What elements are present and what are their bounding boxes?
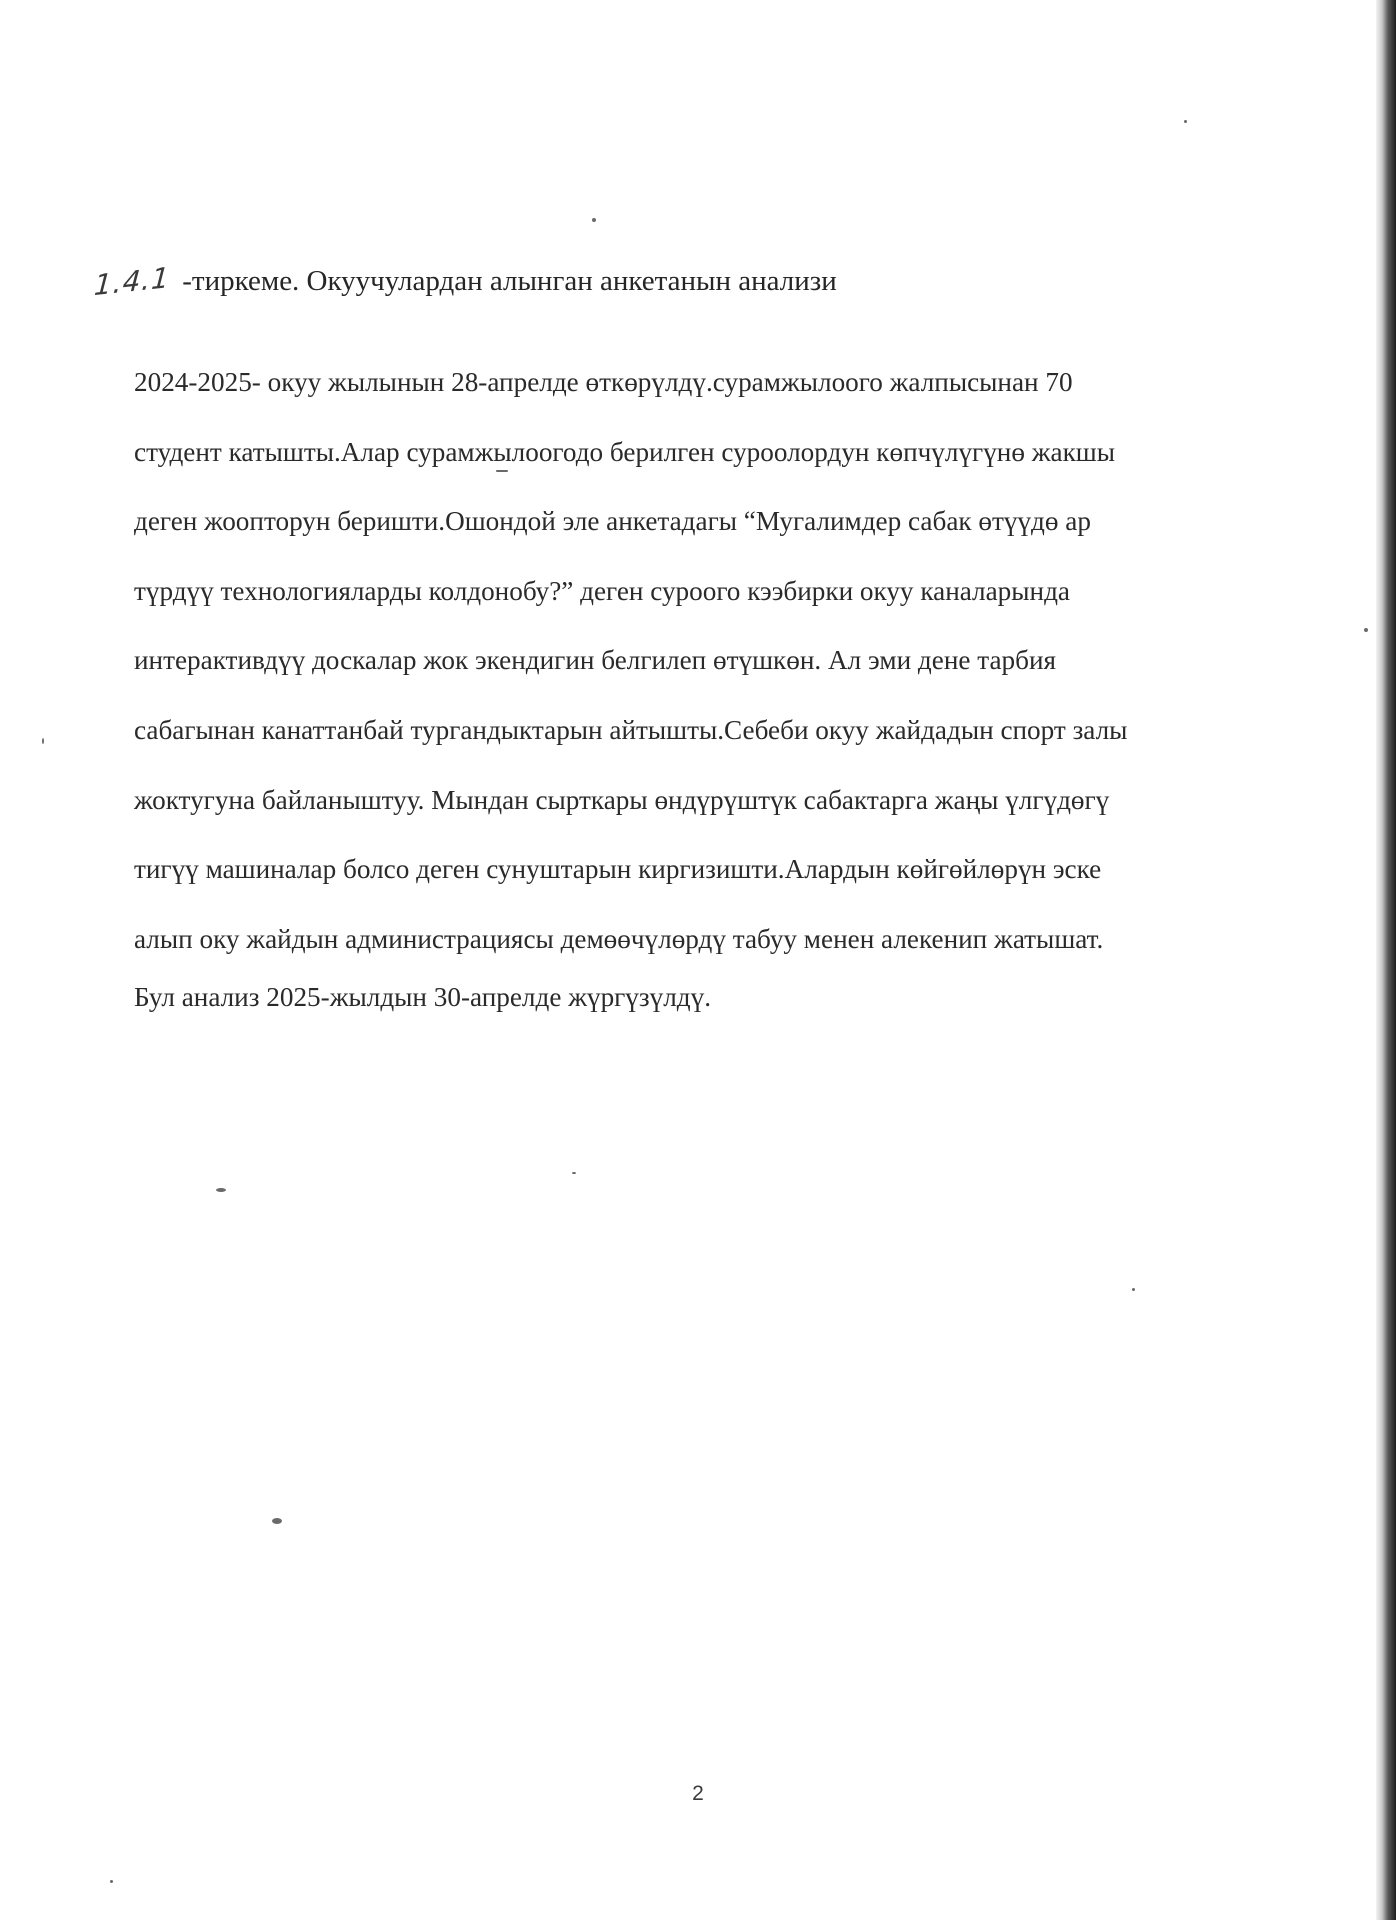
scan-speck — [572, 1172, 576, 1174]
scan-speck — [272, 1518, 282, 1524]
scan-edge-shadow — [1376, 0, 1396, 1920]
closing-statement: Бул анализ 2025-жылдын 30-апрелде жүргүзүлдү. — [134, 982, 712, 1012]
page-number: 2 — [692, 1782, 704, 1805]
paragraph-line: студент катышты.Алар сурамжылоогодо берилген суроолордун көпчүлүгүнө жакшы — [134, 436, 1116, 467]
scan-speck — [1364, 628, 1368, 632]
paragraph-line: деген жоопторун беришти.Ошондой эле анкетадагы “Мугалимдер сабак өтүүдө ар — [134, 506, 1091, 537]
scan-speck — [1132, 1288, 1135, 1291]
scan-speck — [42, 738, 44, 744]
scan-speck — [216, 1188, 226, 1192]
paragraph-line: түрдүү технологияларды колдонобу?” деген суроого кээбирки окуу каналарында — [134, 575, 1070, 606]
scan-speck — [110, 1880, 113, 1883]
paragraph-line: жоктугуна байланыштуу. Мындан сырткары өндүрүштүк сабактарга жаңы үлгүдөгү — [134, 784, 1110, 815]
heading-title: -тиркеме. Окуучулардан алынган анкетанын анализи — [182, 264, 837, 297]
paragraph-line: алып оку жайдын администрациясы демөөчүлөрдү табуу менен алекенип жатышат. — [134, 923, 1104, 954]
document-heading — [94, 258, 837, 304]
paragraph-line: тигүү машиналар болсо деген сунуштарын киргизишти.Алардын көйгөйлөрүн эске — [134, 854, 1102, 885]
paragraph-line: сабагынан канаттанбай тургандыктарын айтышты.Себеби окуу жайдадын спорт залы — [134, 714, 1128, 745]
scan-speck — [1184, 120, 1187, 123]
scan-speck — [592, 218, 596, 222]
body-paragraph — [134, 348, 1244, 974]
paragraph-line: 2024-2025- окуу жылынын 28-апрелде өткөрүлдү.сурамжылоого жалпысынан 70 — [134, 367, 1073, 397]
handwritten-number: 1.4.1 — [93, 260, 172, 302]
paragraph-line: интерактивдүү доскалар жок экендигин белгилеп өтүшкөн. Ал эми дене тарбия — [134, 645, 1057, 676]
